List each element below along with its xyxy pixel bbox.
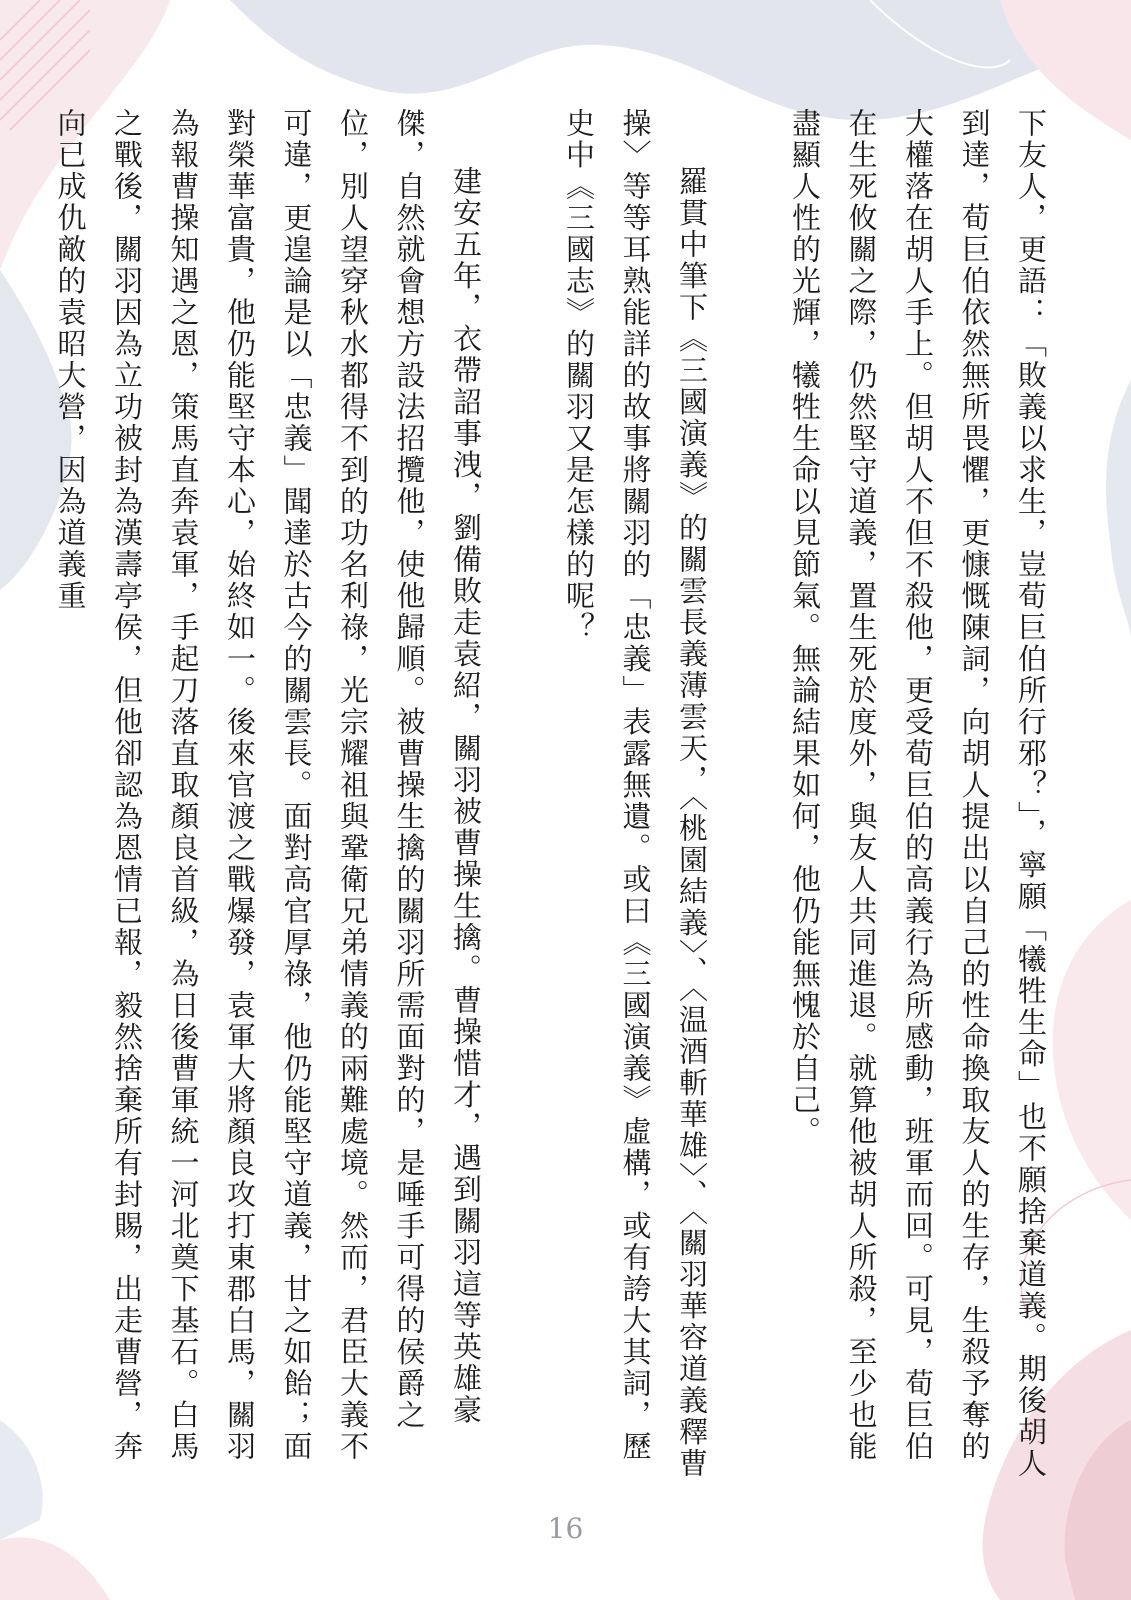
paragraph: 建安五年，衣帶詔事洩，劉備敗走袁紹，關羽被曹操生擒。曹操惜才，遇到關羽這等英雄豪傑，自然就會想方設法招攬他，使他歸順。被曹操生擒的關羽所需面對的，是唾手可得的侯爵之位，別人望穿秋水都得不到的功名利祿，光宗耀祖與鞏衛兄弟情義的兩難處境。然而，君臣大義不可違，更遑論是以「忠義」聞達於古今的關雲長。面對高官厚祿，他仍能堅守道義，甘之如飴；面對榮華富貴，他仍能堅守本心，始終如一。後來官渡之戰爆發，袁軍大將顏良攻打東郡白馬，關羽為報曹操知遇之恩，策馬直奔袁軍，手起刀落直取顏良首級，為日後曹軍統一河北奠下基石。白馬之戰後，關羽因為立功被封為漢壽亭侯，但他卻認為恩情已報，毅然捨棄所有封賜，出走曹營，奔向已成仇敵的袁昭大營，因為道義重 [53,108,483,1463]
page-number: 16 [547,1512,584,1545]
right-blue-blob [1106,380,1131,640]
right-pink-blob [1053,900,1131,1220]
top-blue-blob [230,0,1131,120]
decorative-dot [1094,157,1112,175]
bottom-left-pink-blob [0,1538,110,1600]
paragraph: 羅貫中筆下《三國演義》的關雲長義薄雲天，〈桃園結義〉、〈温酒斬華雄〉、〈關羽華容道義釋曹操〉等等耳熟能詳的故事將關羽的「忠義」表露無遺。或曰《三國演義》虛構，或有誇大其詞，歷史中《三國志》的關羽又是怎樣的呢？ [562,108,709,1480]
body-text [42,108,1059,1488]
paragraph: 下友人，更語：「敗義以求生，豈荀巨伯所行邪？」，寧願「犧牲生命」也不願捨棄道義。期後胡人到達，荀巨伯依然無所畏懼，更慷慨陳詞，向胡人提出以自己的性命換取友人的生存，生殺予奪的大權落在胡人手上。但胡人不但不殺他，更受荀巨伯的高義行為所感動，班軍而回。可見，荀巨伯在生死攸關之際，仍然堅守道義，置生死於度外，與友人共同進退。就算他被胡人所殺，至少也能盡顯人性的光輝，犧牲生命以見節氣。無論結果如何，他仍能無愧於自己。 [788,108,1048,1480]
